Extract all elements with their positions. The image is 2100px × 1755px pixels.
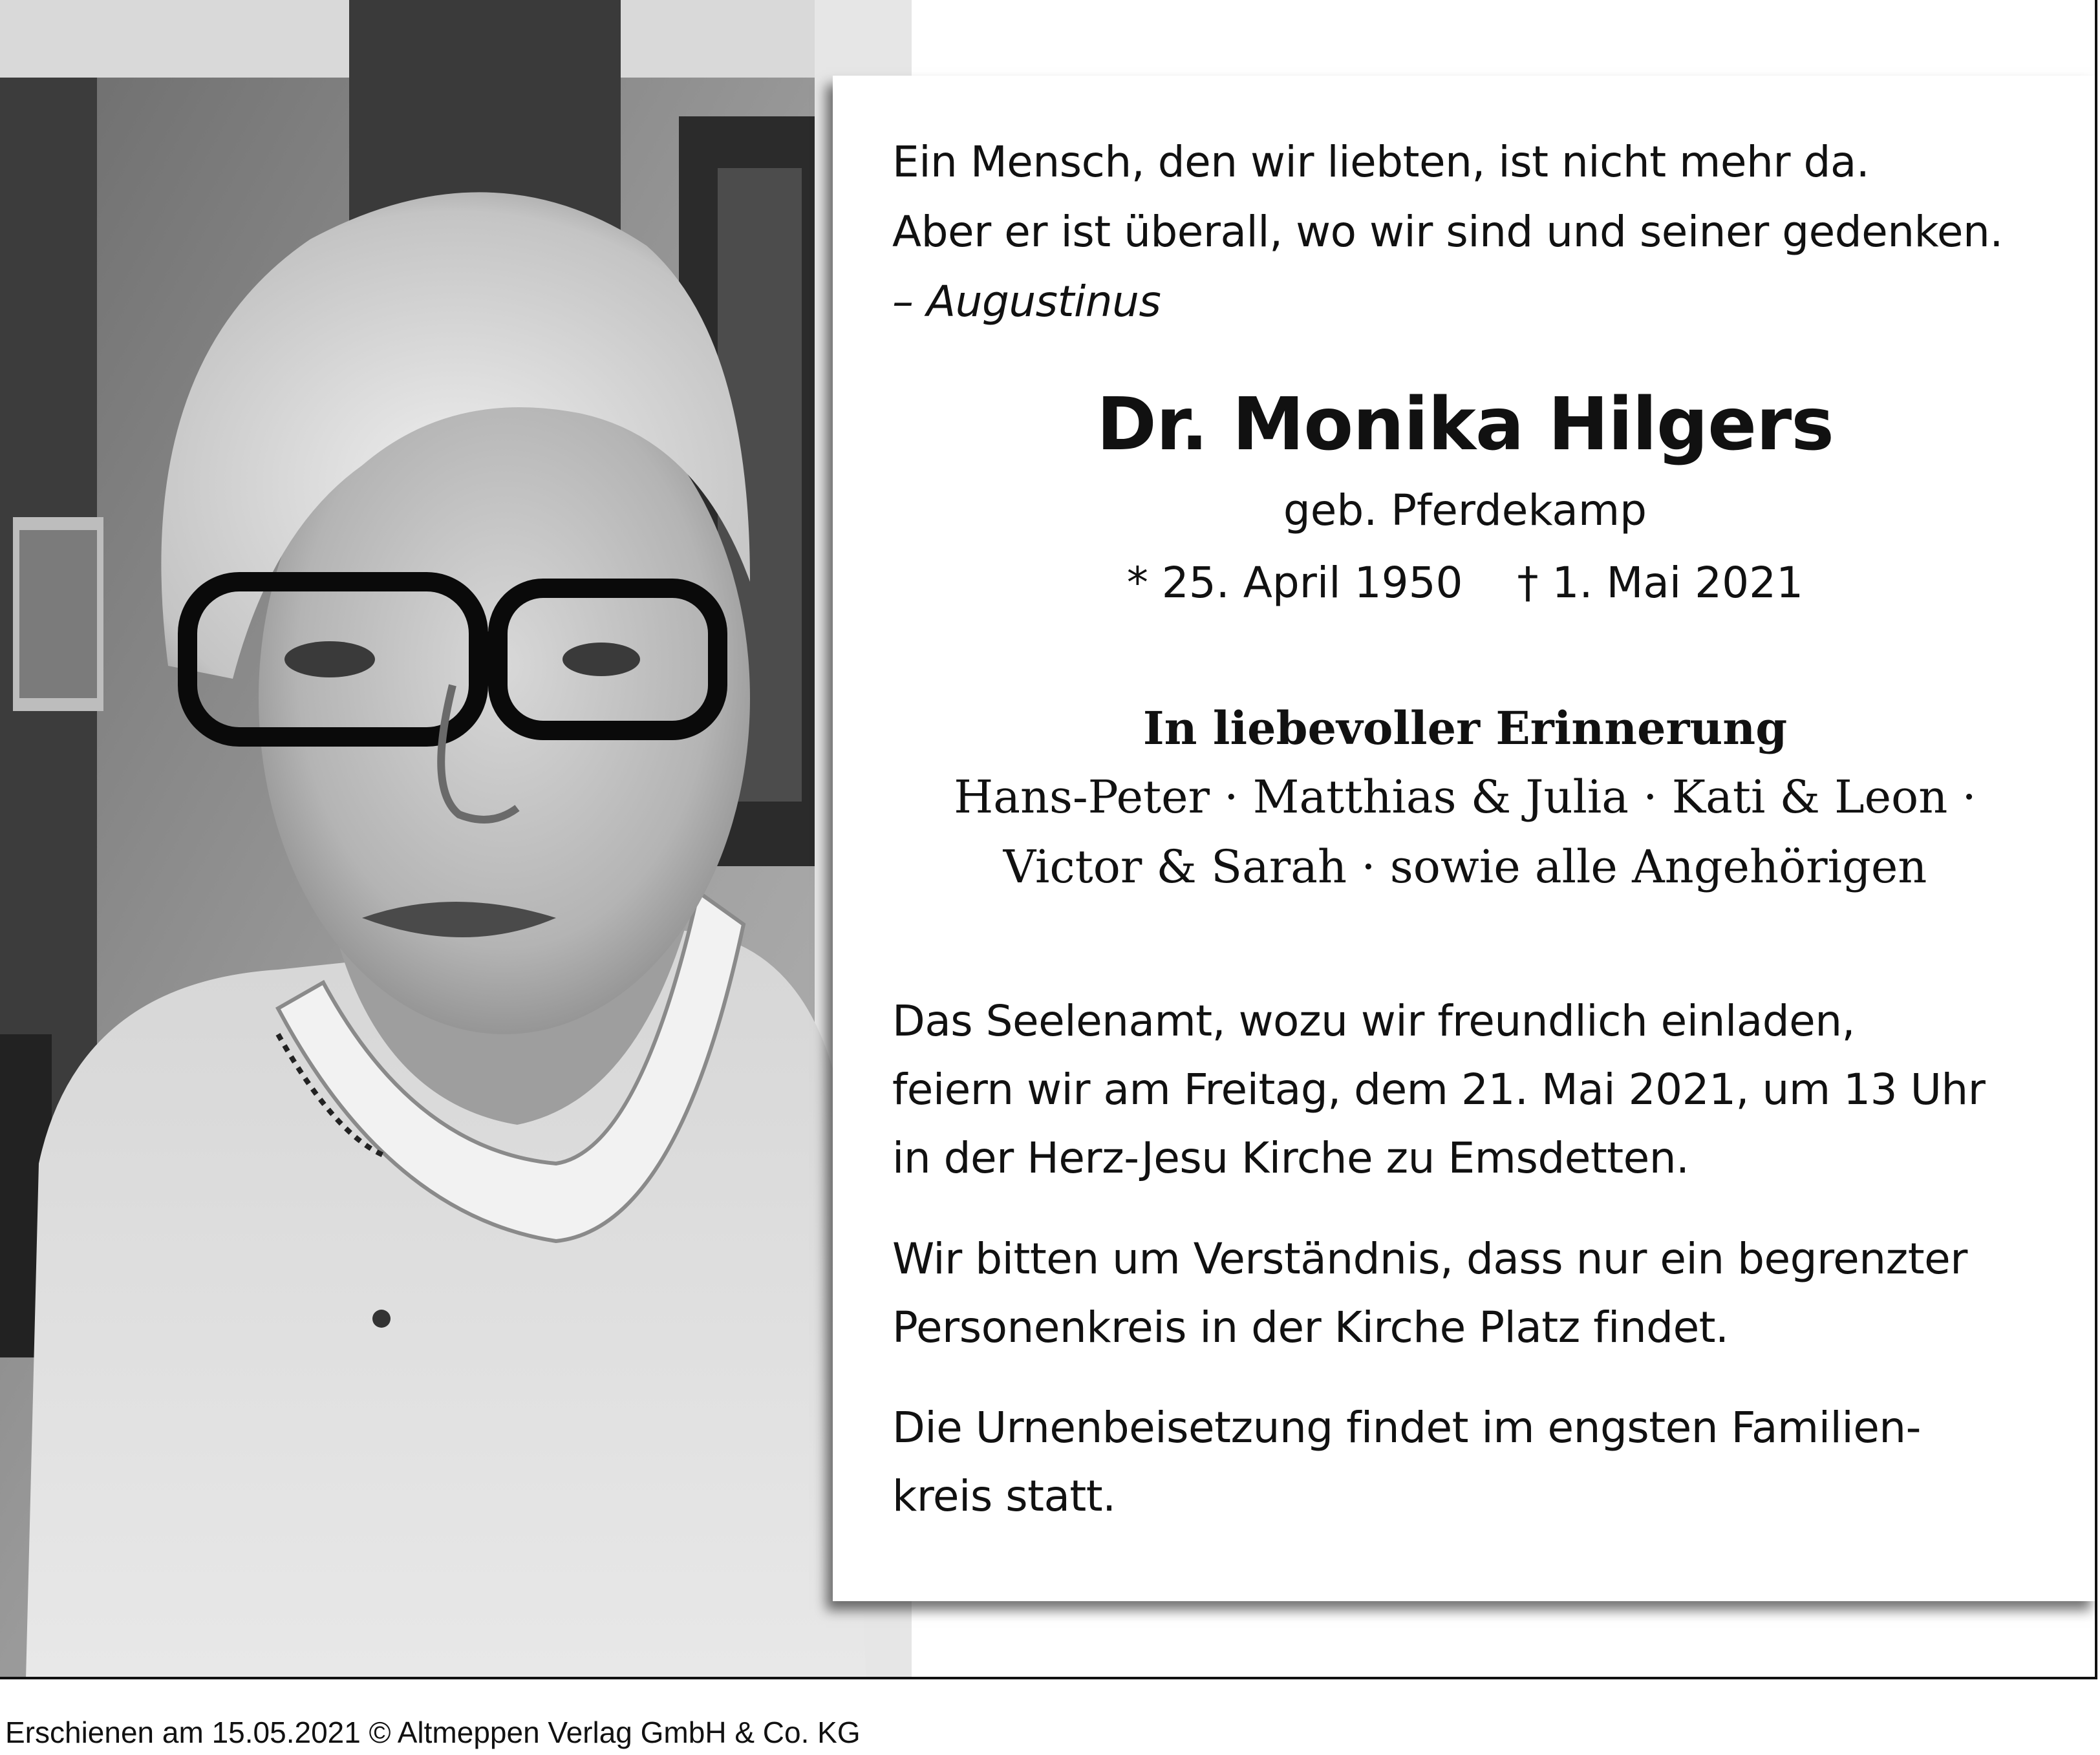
portrait-photo	[0, 0, 912, 1679]
limited-seating-notice	[892, 1225, 1967, 1362]
deceased-name: Dr. Monika Hilgers	[1097, 383, 1834, 467]
obituary-text-card	[833, 76, 2097, 1601]
mourners-line-2: Victor & Sarah · sowie alle Angehörigen	[1003, 840, 1927, 893]
mourners-line-1: Hans-Peter · Matthias & Julia · Kati & Leon ·	[954, 771, 1977, 824]
quote-line-1: Ein Mensch, den wir liebten, ist nicht mehr da.	[892, 137, 1870, 187]
birth-name: geb. Pferdekamp	[1283, 485, 1647, 535]
quote-author: – Augustinus	[892, 277, 1161, 326]
requiem-mass-notice	[892, 987, 1985, 1193]
publication-credit: Erschienen am 15.05.2021 © Altmeppen Verlag GmbH & Co. KG	[5, 1716, 861, 1749]
limit-line-1: Wir bitten um Verständnis, dass nur ein begrenzter	[892, 1234, 1967, 1284]
life-dates	[833, 554, 2097, 612]
quote-line-2: Aber er ist überall, wo wir sind und seiner gedenken.	[892, 207, 2003, 257]
urn-line-1: Die Urnenbeisetzung findet im engsten Familien-	[892, 1403, 1921, 1452]
mass-line-1: Das Seelenamt, wozu wir freundlich einladen,	[892, 996, 1856, 1046]
memorial-quote	[892, 127, 2003, 337]
mass-line-2: feiern wir am Freitag, dem 21. Mai 2021, um 13 Uhr	[892, 1065, 1986, 1114]
memory-heading: In liebevoller Erinnerung	[1142, 701, 1788, 755]
birth-date: * 25. April 1950	[1126, 558, 1463, 608]
mourners-list	[833, 762, 2097, 902]
mass-line-3: in der Herz-Jesu Kirche zu Emsdetten.	[892, 1133, 1689, 1183]
death-date: † 1. Mai 2021	[1517, 558, 1804, 608]
urn-burial-notice	[892, 1394, 1921, 1531]
limit-line-2: Personenkreis in der Kirche Platz findet.	[892, 1303, 1729, 1352]
urn-line-2: kreis statt.	[892, 1471, 1116, 1521]
